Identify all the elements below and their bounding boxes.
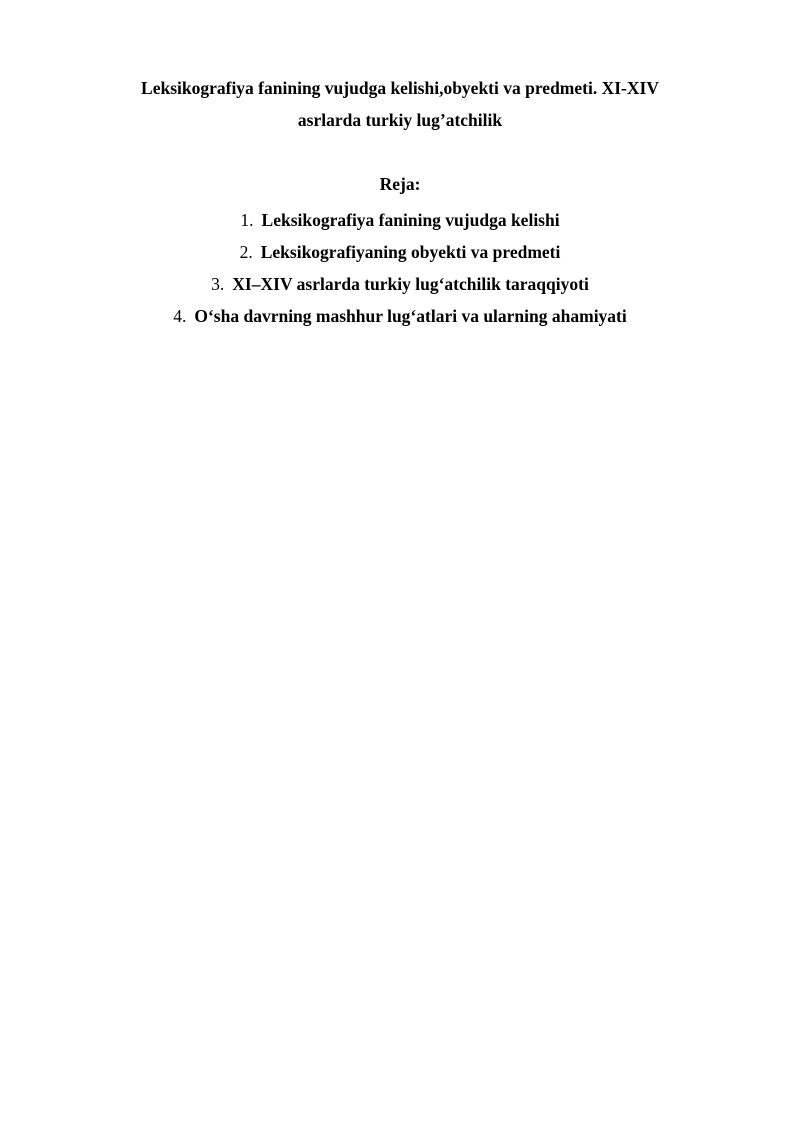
plan-list: [0, 204, 800, 332]
plan-item-number: 4.: [173, 306, 187, 326]
document-title-line-1: Leksikografiya fanining vujudga kelishi,obyekti va predmeti. XI-XIV: [141, 78, 659, 98]
plan-heading: Reja:: [379, 174, 421, 194]
plan-item-text: O‘sha davrning mashhur lug‘atlari va ularning ahamiyati: [194, 306, 627, 326]
plan-item-text: Leksikografiyaning obyekti va predmeti: [260, 242, 561, 262]
plan-item-1: [0, 204, 800, 236]
plan-item-2: [0, 236, 800, 268]
plan-item-text: XI–XIV asrlarda turkiy lug‘atchilik taraqqiyoti: [232, 274, 589, 294]
plan-item-3: [0, 268, 800, 300]
document-title-line-2: asrlarda turkiy lug’atchilik: [297, 110, 503, 130]
plan-item-number: 3.: [211, 274, 225, 294]
plan-item-4: [0, 300, 800, 332]
document-title: [100, 72, 700, 136]
plan-item-number: 2.: [239, 242, 253, 262]
plan-item-text: Leksikografiya fanining vujudga kelishi: [261, 210, 560, 230]
plan-item-number: 1.: [240, 210, 254, 230]
